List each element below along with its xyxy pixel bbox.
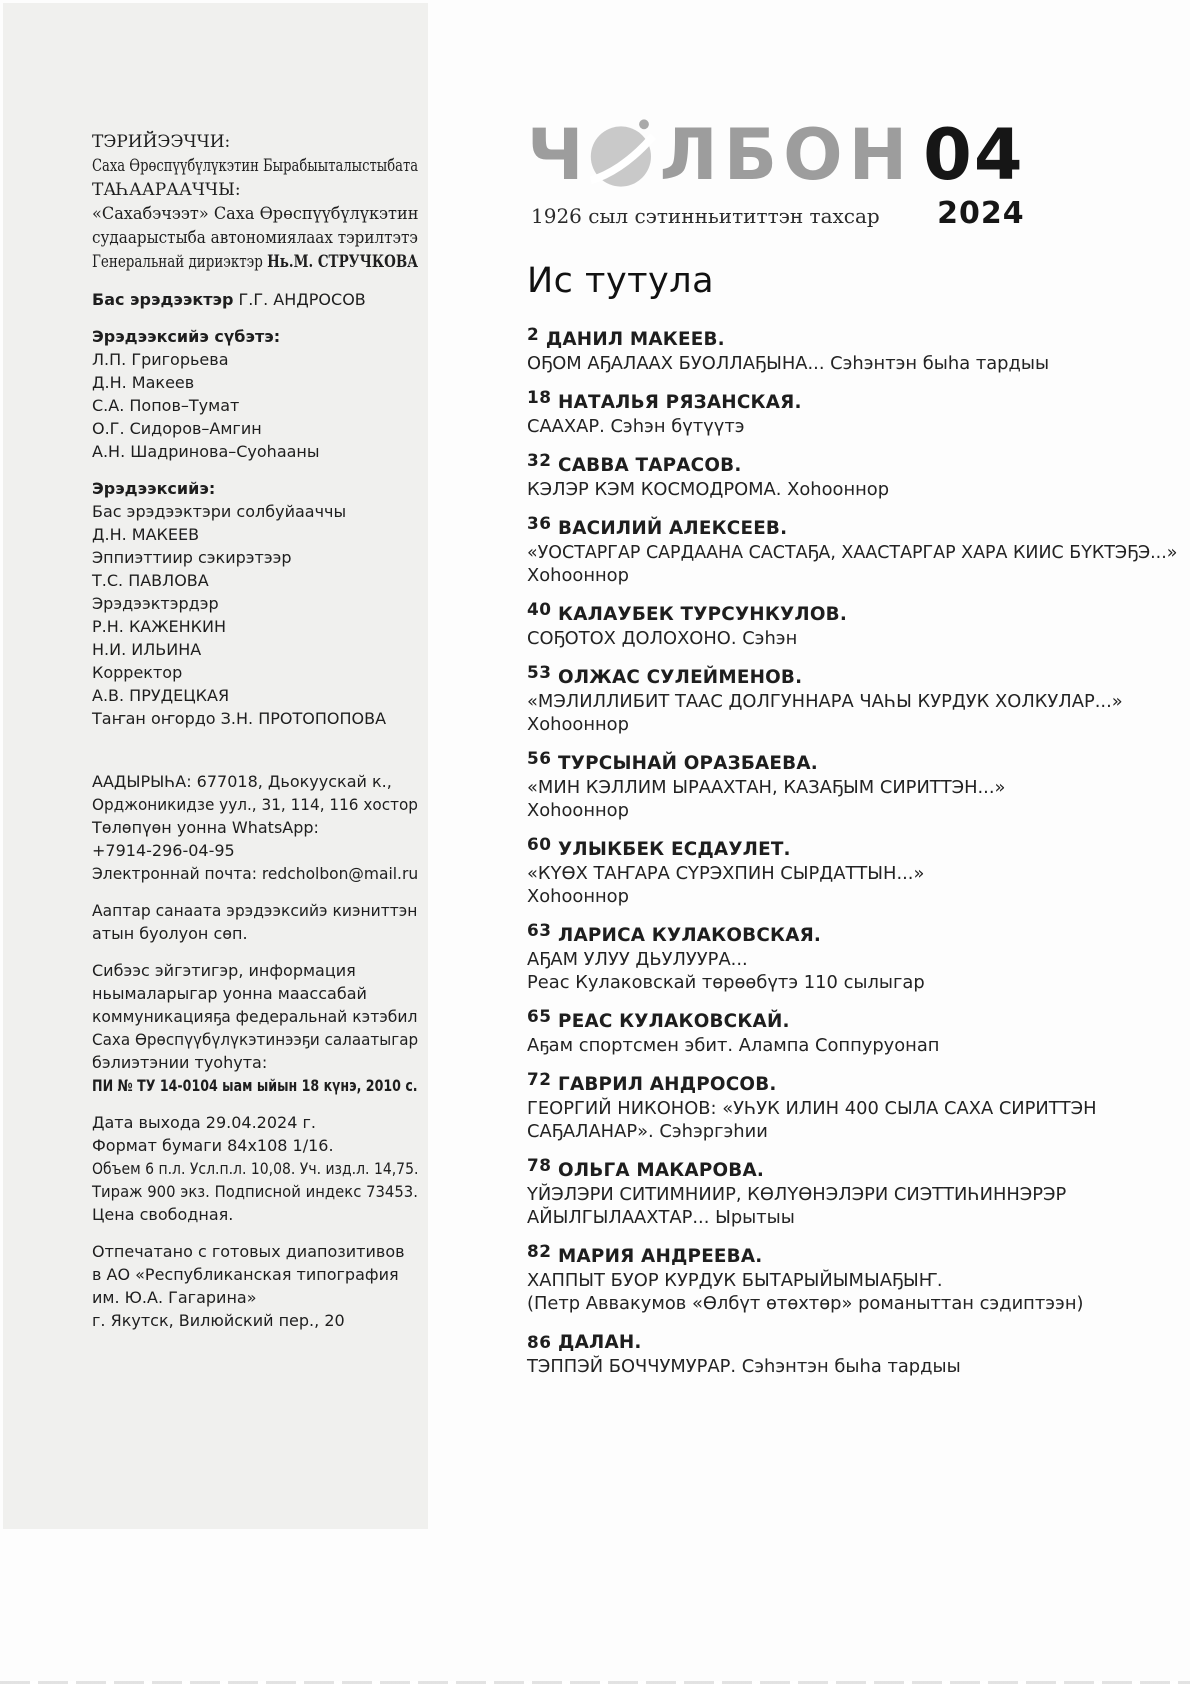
toc-page-number: 2 — [527, 325, 540, 345]
toc-entry — [527, 514, 1182, 587]
colophon-line: Д.Н. МАКЕЕВ — [92, 525, 200, 544]
toc-subtitle: (Петр Аввакумов «Өлбүт өтөхтөр» романыттан сэдиптээн) — [527, 1293, 1084, 1314]
toc-subtitle: САҔАЛАНАР». Сэһэргэһии — [527, 1121, 768, 1142]
colophon-line: Н.И. ИЛЬИНА — [92, 640, 202, 659]
colophon-line: судаарыстыба автономиялаах тэрилтэтэ — [92, 228, 418, 248]
colophon-line: в АО «Республиканская типография — [92, 1265, 399, 1284]
toc-author: НАТАЛЬЯ РЯЗАНСКАЯ. — [551, 392, 802, 413]
colophon-line: Корректор — [92, 663, 183, 682]
toc-entry-head — [527, 1007, 1177, 1034]
colophon-block — [92, 288, 418, 311]
toc-entry — [527, 325, 1182, 375]
colophon-line: Р.Н. КАЖЕНКИН — [92, 617, 226, 636]
toc-subtitle: КЭЛЭР КЭМ КОСМОДРОМА. Хоһооннор — [527, 479, 890, 500]
colophon-line: Отпечатано с готовых диапозитивов — [92, 1242, 405, 1261]
colophon-line: ньымаларыгар уонна маассабай — [92, 984, 367, 1003]
planet-icon — [588, 118, 658, 192]
toc-author: ТУРСЫНАЙ ОРАЗБАЕВА. — [551, 753, 818, 774]
toc-entry — [527, 663, 1182, 736]
colophon-line: С.А. Попов–Тумат — [92, 396, 240, 415]
colophon-line: Тираж 900 экз. Подписной индекс 73453. — [92, 1182, 418, 1201]
colophon-block — [92, 477, 418, 730]
toc-entry-head — [527, 451, 1177, 478]
colophon-line: Электроннай почта: redcholbon@mail.ru — [92, 864, 419, 883]
colophon-line: г. Якутск, Вилюйский пер., 20 — [92, 1311, 345, 1330]
toc-entry — [527, 451, 1182, 501]
toc-subtitle: АҔАМ УЛУУ ДЬУЛУУРА... — [527, 949, 748, 970]
toc-subtitle: «МИН КЭЛЛИМ ЫРААХТАН, КАЗАҔЫМ СИРИТТЭН...» — [527, 777, 1006, 798]
colophon-line: Дата выхода 29.04.2024 г. — [92, 1113, 316, 1132]
colophon-block — [92, 959, 418, 1097]
colophon-line: Таҥан оҥордо З.Н. ПРОТОПОПОВА — [92, 709, 387, 728]
toc-list — [527, 325, 1182, 1378]
toc-page-number: 36 — [527, 514, 552, 534]
colophon-line: Генеральнай дириэктэр Нь.М. СТРУЧКОВА — [92, 252, 419, 272]
toc-entry-head — [527, 749, 1177, 776]
toc-subtitle: Аҕам спортсмен эбит. Алампа Соппуруонап — [527, 1035, 940, 1056]
toc-entry — [527, 835, 1182, 908]
colophon-line: «Сахабэчээт» Саха Өрөспүүбүлүкэтин — [92, 204, 419, 224]
toc-page-number: 78 — [527, 1156, 552, 1176]
logo-word-end: ЛБОН — [659, 114, 914, 196]
toc-entry-head — [527, 1156, 1177, 1183]
toc-page-number: 63 — [527, 921, 552, 941]
toc-subtitle: Хоһооннор — [527, 800, 629, 821]
logo-word-start: Ч — [527, 114, 590, 196]
toc-entry-head — [527, 1331, 1177, 1355]
colophon-block — [92, 130, 418, 274]
colophon-line: ПИ № ТУ 14-0104 ыам ыйын 18 күнэ, 2010 с. — [92, 1076, 418, 1095]
toc-author: ВАСИЛИЙ АЛЕКСЕЕВ. — [551, 518, 788, 539]
toc-subtitle: Хоһооннор — [527, 886, 629, 907]
magazine-logo — [527, 114, 1025, 231]
toc-subtitle: ГЕОРГИЙ НИКОНОВ: «УҺУК ИЛИН 400 СЫЛА САХА СИРИТТЭН — [527, 1098, 1097, 1119]
colophon-line: Эрэдээксийэ сүбэтэ: — [92, 327, 281, 346]
toc-subtitle: Хоһооннор — [527, 714, 629, 735]
toc-entry — [527, 600, 1182, 650]
colophon-line: А.Н. Шадринова–Суоһааны — [92, 442, 320, 461]
issue-year: 2024 — [937, 196, 1025, 231]
toc-subtitle: «КҮӨХ ТАҤАРА СҮРЭХПИН СЫРДАТТЫН...» — [527, 863, 925, 884]
toc-entry-head — [527, 1070, 1177, 1097]
colophon-line: Эппиэттиир сэкирэтээр — [92, 548, 292, 567]
colophon-line: Сибээс эйгэтигэр, информация — [92, 961, 356, 980]
colophon-text — [92, 130, 418, 1332]
colophon-block — [92, 770, 418, 885]
toc-entry — [527, 1156, 1182, 1229]
toc-entry-head — [527, 663, 1177, 690]
magazine-tagline: 1926 сыл сэтинньититтэн тахсар — [531, 204, 880, 228]
toc-subtitle: СААХАР. Сэһэн бүтүүтэ — [527, 416, 745, 437]
toc-subtitle: ХАППЫТ БУОР КУРДУК БЫТАРЫЙЫМЫАҔЫҤ. — [527, 1270, 943, 1291]
toc-author: ДАЛАН. — [551, 1332, 642, 1353]
toc-page-number: 56 — [527, 749, 552, 769]
colophon-line: Д.Н. Макеев — [92, 373, 195, 392]
toc-page-number: 60 — [527, 835, 552, 855]
toc-author: ЛАРИСА КУЛАКОВСКАЯ. — [551, 925, 822, 946]
logo-subrow — [527, 196, 1025, 231]
colophon-line: А.В. ПРУДЕЦКАЯ — [92, 686, 230, 705]
toc-entry — [527, 1242, 1182, 1315]
contents-column — [527, 114, 1182, 1394]
toc-subtitle: ТЭППЭЙ БОЧЧУМУРАР. Сэһэнтэн быһа тардыы — [527, 1356, 961, 1377]
toc-entry — [527, 749, 1182, 822]
toc-page-number: 86 — [527, 1333, 552, 1353]
colophon-block — [92, 325, 418, 463]
toc-entry-head — [527, 388, 1177, 415]
colophon-line: Ааптар санаата эрэдээксийэ киэниттэн — [92, 901, 418, 920]
toc-author: КАЛАУБЕК ТУРСУНКУЛОВ. — [551, 604, 847, 625]
colophon-line: бэлиэтэнии туоһута: — [92, 1053, 268, 1072]
colophon-line: Объем 6 п.л. Усл.п.л. 10,08. Уч. изд.л. 14,75. — [92, 1159, 419, 1178]
toc-subtitle: «МЭЛИЛЛИБИТ ТААС ДОЛГУННАРА ЧАҺЫ КУРДУК ХОЛКУЛАР...» — [527, 691, 1123, 712]
colophon-line: Бас эрэдээктэр Г.Г. АНДРОСОВ — [92, 290, 366, 309]
colophon-line: им. Ю.А. Гагарина» — [92, 1288, 257, 1307]
toc-page-number: 65 — [527, 1007, 552, 1027]
colophon-line: ТЭРИЙЭЭЧЧИ: — [92, 132, 231, 152]
toc-page-number: 40 — [527, 600, 552, 620]
toc-subtitle: СОҔОТОХ ДОЛОХОНО. Сэһэн — [527, 628, 798, 649]
toc-page-number: 32 — [527, 451, 552, 471]
colophon-line: Саха Өрөспүүбүлүкэтин Бырабыыталыстыбата — [92, 156, 419, 176]
toc-entry — [527, 1007, 1182, 1057]
colophon-block — [92, 899, 418, 945]
colophon-line: ААДЫРЫҺА: 677018, Дьокуускай к., — [92, 772, 392, 791]
toc-author: МАРИЯ АНДРЕЕВА. — [551, 1246, 763, 1267]
colophon-line: Л.П. Григорьева — [92, 350, 229, 369]
toc-title: Ис тутула — [527, 261, 715, 301]
colophon-line: Эрэдээксийэ: — [92, 479, 216, 498]
colophon-line: Т.С. ПАВЛОВА — [92, 571, 209, 590]
colophon-block — [92, 1111, 418, 1226]
colophon-line: Бас эрэдээктэри солбуйааччы — [92, 502, 347, 521]
toc-entry-head — [527, 921, 1177, 948]
toc-page-number: 53 — [527, 663, 552, 683]
colophon-line: Саха Өрөспүүбүлүкэтинээҕи салаатыгар — [92, 1030, 419, 1049]
toc-entry — [527, 388, 1182, 438]
toc-entry-head — [527, 1242, 1177, 1269]
toc-subtitle: Хоһооннор — [527, 565, 629, 586]
colophon-panel — [3, 3, 428, 1529]
toc-subtitle: «УОСТАРГАР САРДААНА САСТАҔА, ХААСТАРГАР ХАРА КИИС БҮКТЭҔЭ...» — [527, 542, 1178, 563]
toc-subtitle: АЙЫЛГЫЛААХТАР... Ырытыы — [527, 1207, 795, 1228]
toc-author: РЕАС КУЛАКОВСКАЙ. — [551, 1011, 790, 1032]
toc-subtitle: Реас Кулаковскай төрөөбүтэ 110 сылыгар — [527, 972, 925, 993]
toc-author: УЛЫКБЕК ЕСДАУЛЕТ. — [551, 839, 791, 860]
toc-entry-head — [527, 835, 1177, 862]
issue-number: 04 — [923, 114, 1025, 196]
toc-author: ДАНИЛ МАКЕЕВ. — [539, 329, 725, 350]
colophon-line: Орджоникидзе уул., 31, 114, 116 хостор — [92, 795, 418, 814]
toc-page-number: 72 — [527, 1070, 552, 1090]
colophon-line: ТАҺААРААЧЧЫ: — [92, 180, 241, 200]
colophon-line: Цена свободная. — [92, 1205, 234, 1224]
colophon-line: Төлөпүөн уонна WhatsApp: — [92, 818, 319, 837]
colophon-block — [92, 1240, 418, 1332]
toc-entry — [527, 1070, 1182, 1143]
toc-entry-head — [527, 600, 1177, 627]
colophon-line: Формат бумаги 84х108 1/16. — [92, 1136, 334, 1155]
toc-subtitle: ҮЙЭЛЭРИ СИТИМНИИР, КӨЛҮӨНЭЛЭРИ СИЭТТИҺИННЭРЭР — [527, 1184, 1067, 1205]
colophon-line: +7914-296-04-95 — [92, 841, 235, 860]
colophon-line: коммуникацияҕа федеральнай кэтэбил — [92, 1007, 418, 1026]
toc-subtitle: ОҔОМ АҔАЛААХ БУОЛЛАҔЫНА... Сэһэнтэн быһа тардыы — [527, 353, 1050, 374]
colophon-line: Эрэдээктэрдэр — [92, 594, 219, 613]
toc-entry-head — [527, 514, 1177, 541]
logo-row — [527, 114, 1025, 196]
colophon-line: О.Г. Сидоров–Амгин — [92, 419, 262, 438]
toc-page-number: 18 — [527, 388, 552, 408]
toc-author: САВВА ТАРАСОВ. — [551, 455, 742, 476]
toc-author: ОЛЖАС СУЛЕЙМЕНОВ. — [551, 667, 803, 688]
colophon-line: атын буолуон сөп. — [92, 924, 248, 943]
toc-page-number: 82 — [527, 1242, 552, 1262]
toc-author: ГАВРИЛ АНДРОСОВ. — [551, 1074, 777, 1095]
toc-entry-head — [527, 325, 1177, 352]
toc-entry — [527, 1331, 1182, 1378]
toc-author: ОЛЬГА МАКАРОВА. — [551, 1160, 765, 1181]
toc-entry — [527, 921, 1182, 994]
